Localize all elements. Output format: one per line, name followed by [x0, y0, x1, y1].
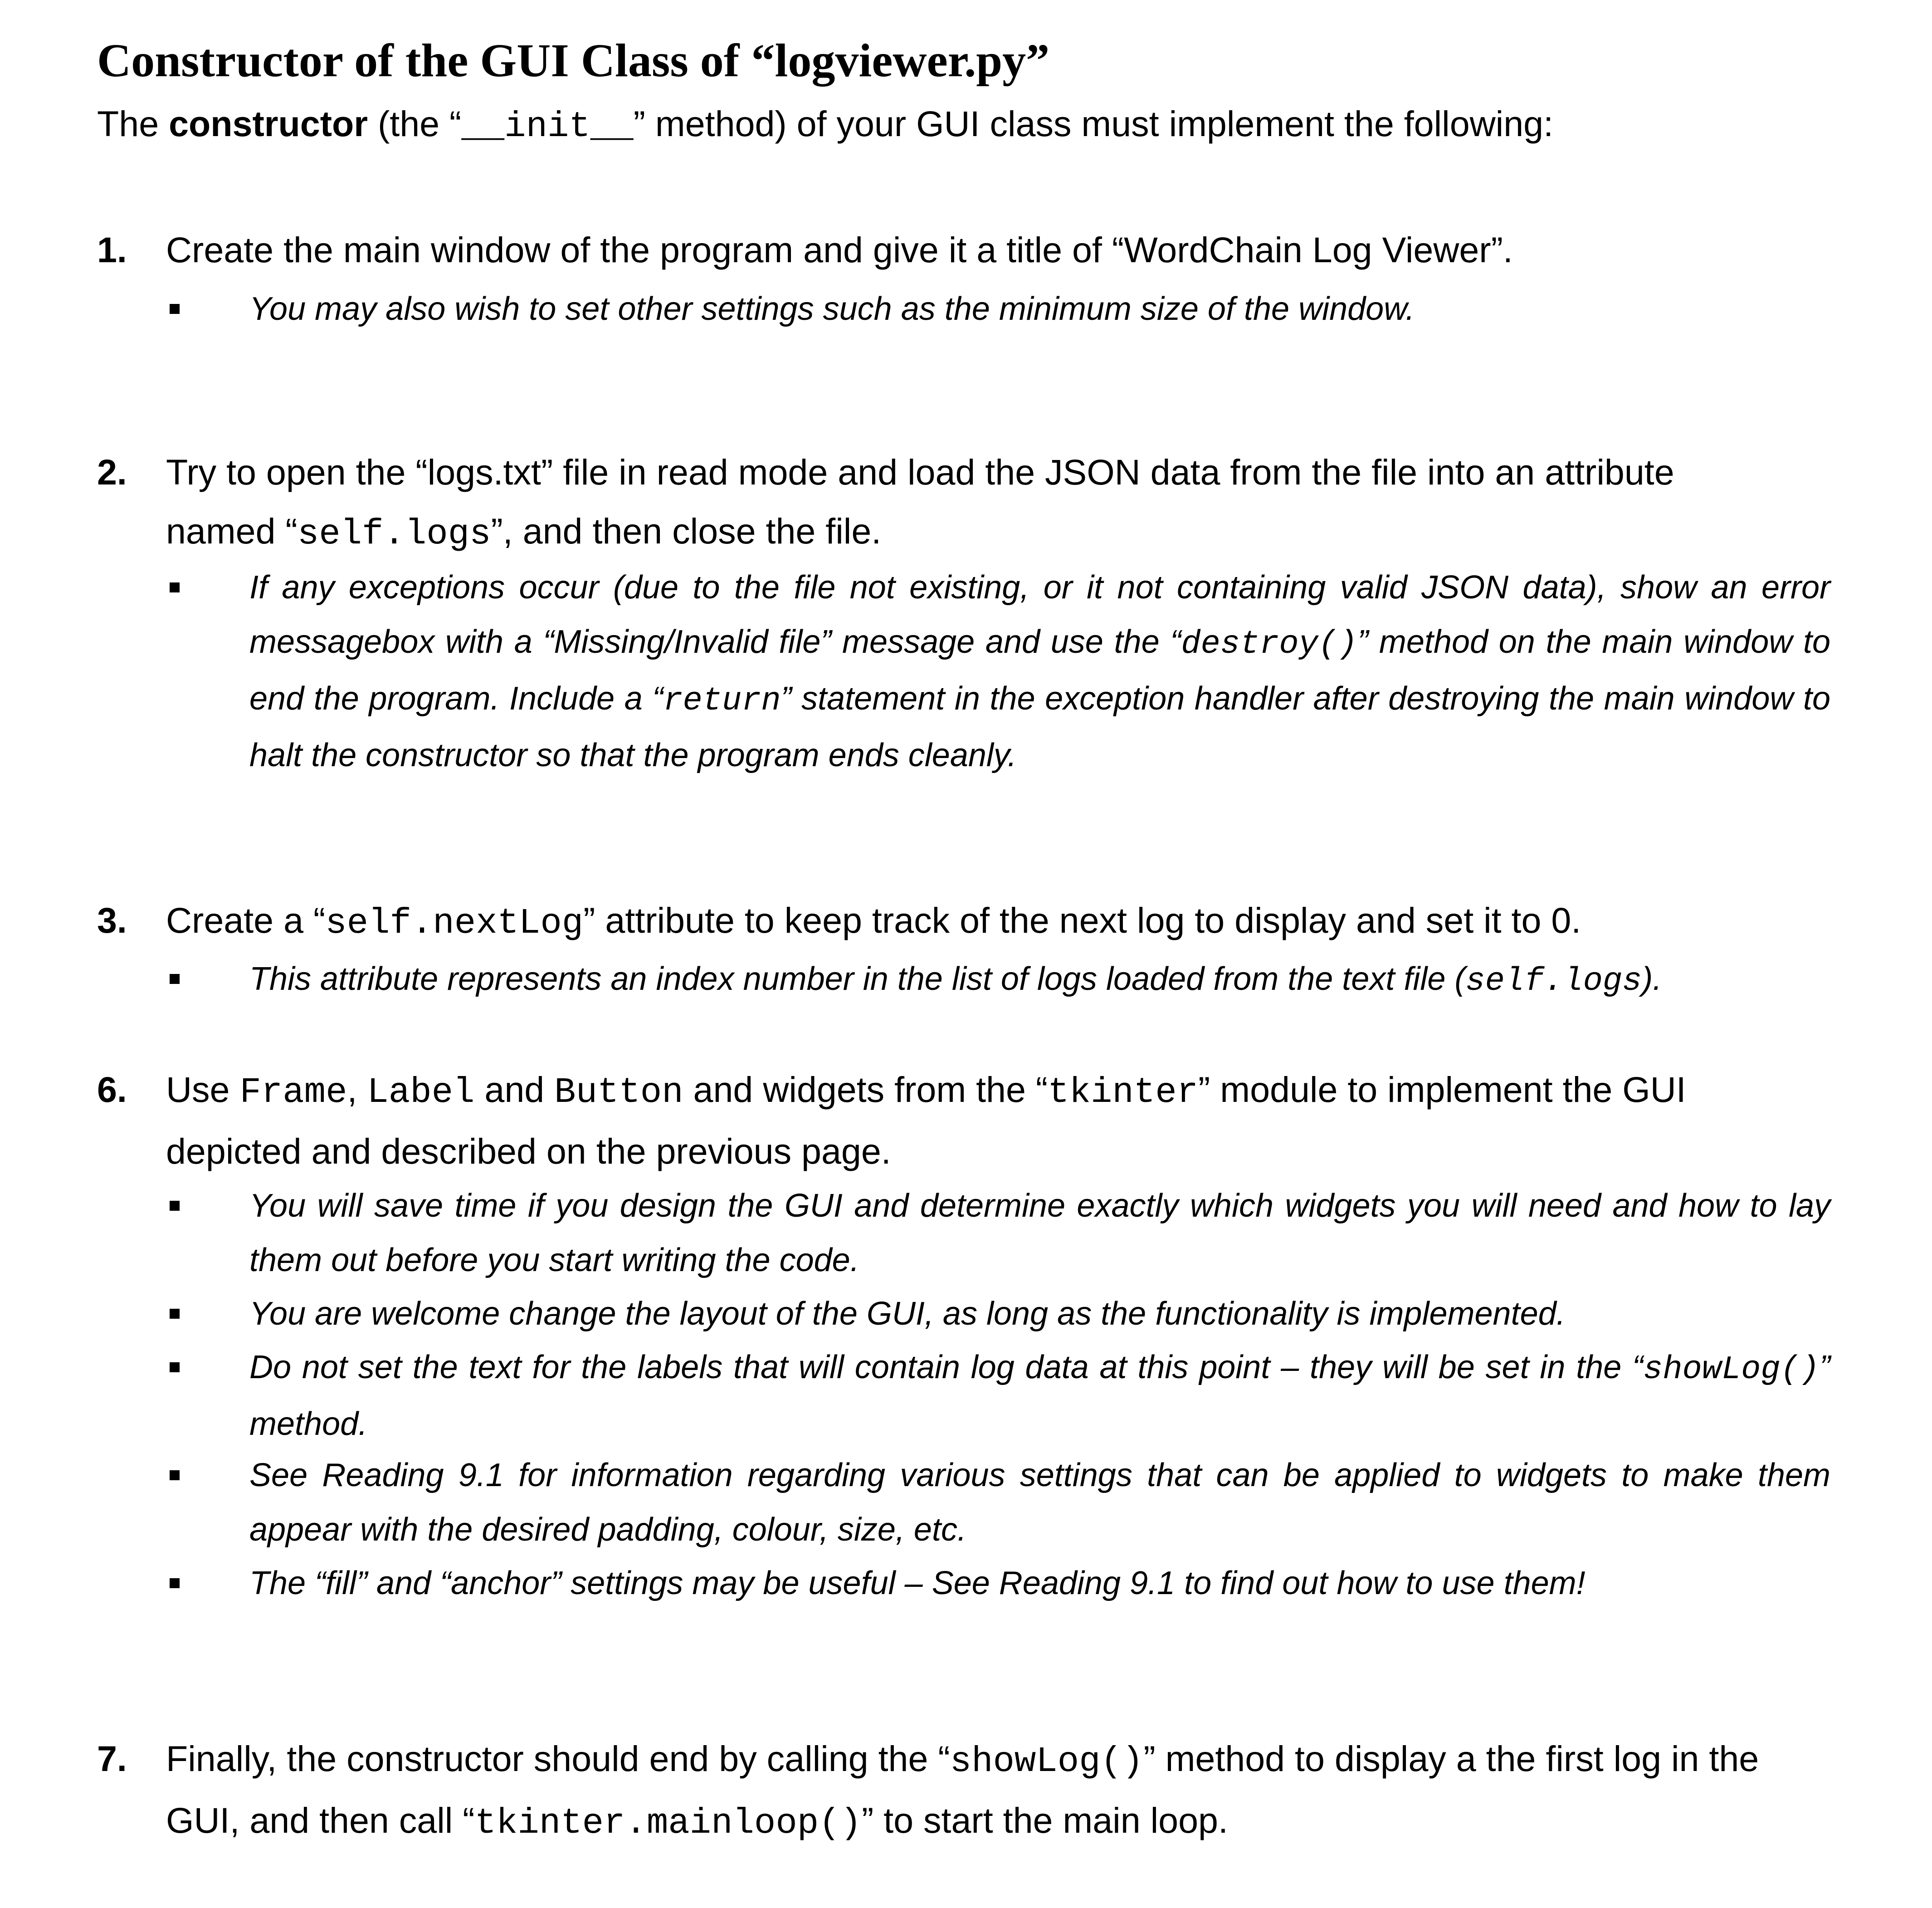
- item-6-bullet-3: Do not set the text for the labels that will contain log data at this point – they will be set in the “showLog()” method.: [249, 1349, 1830, 1442]
- bullet-icon: [170, 1578, 180, 1588]
- item-6-bullet-5: The “fill” and “anchor” settings may be useful – See Reading 9.1 to find out how to use them!: [249, 1565, 1586, 1601]
- bullet-icon: [170, 1470, 180, 1480]
- item-3-bullet-1: This attribute represents an index number in the list of logs loaded from the text file (self.logs).: [249, 961, 1662, 1000]
- item-2-text: Try to open the “logs.txt” file in read mode and load the JSON data from the file into an attribute named “self.logs”, and then close the file.: [166, 452, 1674, 554]
- item-6-bullet-2: You are welcome change the layout of the GUI, as long as the functionality is implemented.: [249, 1296, 1566, 1332]
- item-6-bullet-1: You will save time if you design the GUI and determine exactly which widgets you will need and how to lay them out before you start writing the code.: [249, 1188, 1830, 1278]
- item-1-bullet-1: You may also wish to set other settings such as the minimum size of the window.: [249, 291, 1415, 327]
- bullet-icon: [170, 582, 180, 592]
- item-7-number: 7.: [97, 1738, 127, 1779]
- item-2-number: 2.: [97, 452, 127, 492]
- bullet-icon: [170, 1201, 180, 1211]
- bullet-icon: [170, 974, 180, 984]
- item-3-number: 3.: [97, 900, 127, 940]
- bullet-icon: [170, 1309, 180, 1319]
- intro-paragraph: The constructor (the “__init__” method) of your GUI class must implement the following:: [97, 103, 1554, 147]
- item-7-text: Finally, the constructor should end by calling the “showLog()” method to display a the first log in the GUI, and then call “tkinter.mainloop()” to start the main loop.: [166, 1738, 1759, 1844]
- bullet-icon: [170, 1362, 180, 1372]
- item-6-bullet-4: See Reading 9.1 for information regarding various settings that can be applied to widgets to make them appear with the desired padding, colour, size, etc.: [249, 1457, 1830, 1548]
- item-1-text: Create the main window of the program and give it a title of “WordChain Log Viewer”.: [166, 230, 1513, 270]
- item-2-bullet-1: If any exceptions occur (due to the file not existing, or it not containing valid JSON data), show an error messagebox with a “Missing/Invalid file” message and use the “destroy()” method on the main window to end the program. Include a “return” statement in the exception handler after destroying the main window to halt the constructor so that the program ends cleanly.: [249, 569, 1830, 773]
- item-3-text: Create a “self.nextLog” attribute to keep track of the next log to display and set it to 0.: [166, 900, 1581, 944]
- item-6-number: 6.: [97, 1069, 127, 1110]
- bullet-icon: [170, 304, 180, 314]
- item-1-number: 1.: [97, 230, 127, 270]
- item-6-text: Use Frame, Label and Button and widgets from the “tkinter” module to implement the GUI depicted and described on the previous page.: [166, 1069, 1686, 1171]
- page-title: Constructor of the GUI Class of “logviewer.py”: [97, 34, 1050, 87]
